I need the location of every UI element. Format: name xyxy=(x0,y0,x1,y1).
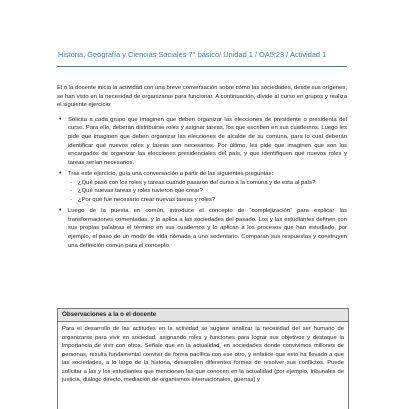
question-list xyxy=(68,179,347,204)
header-divider xyxy=(57,66,347,67)
observations-text: Para el desarrollo de las actitudes en la actividad se sugiere analizar la necesidad del ser humano de organizarse para vivir en sociedad, asignando roles y funciones para lograr sus objetivos y destaque la importancia de vivir con otros. Señale que en la actualidad, en sociedades donde convivimos millones de personas, resulta fundamental convivir de forma pacífica con ese otro, y enfatice que esto ha llevado a que las sociedades, a lo largo de la historia, desarrollen diferentes formas de resolver sus conflictos. Puede solicitar a las y los estudiantes que mencionen las que conocen en la actualidad (por ejemplo, tribunales de justicia, diálogo directo, mediación de organismos internacionales, guerras) y xyxy=(62,326,344,383)
step-text: Luego de la puesta en común, introduce el concepto de “complejización” para explicar las transformaciones comentadas, y lo aplica a las sociedades del pasado. Los y las estudiantes definen con sus propias palabras el término en sus cuadernos y lo aplican a los procesos que han estudiado, por ejemplo, el paso de un modo de vida nómada a uno sedentario. Comparan sus respuestas y construyen una definición común para el concepto. xyxy=(68,208,347,249)
step-guided-conversation xyxy=(68,170,347,204)
step-text: Solicita a cada grupo que imaginen que deben organizar las elecciones de presidente o presidenta del curso. Para ello, deberán distribuirse roles y asignar tareas, los que escriben en sus cuadernos. Luego les pide que imaginen que deben organizar las elecciones de alcalde de su comuna, para lo cual deberán identificar qué nuevos roles y tareas son necesarios. Por último, les pide que imaginen que son los encargados de organizar las elecciones presidenciales del país, y que identifiquen qué nuevos roles y tareas serían necesarios. xyxy=(68,116,347,166)
question-item: - ¿Por qué fue necesario crear nuevas tareas y roles? xyxy=(78,196,347,204)
activity-body xyxy=(57,84,347,253)
intro-paragraph: El o la docente inicia la actividad con una breve conversación sobre cómo las sociedades, desde sus orígenes, se han visto en la necesidad de organizarse para funcionar. A continuación, divide al curso en grupos y realiza el siguiente ejercicio: xyxy=(57,85,347,109)
observations-title: Observaciones a la o el docente xyxy=(58,309,348,322)
page-header-title: Historia, Geografía y Ciencias Sociales 7° básico/ Unidad 1 / OA5;23 / Actividad 1 xyxy=(58,50,327,59)
step-text: Tras este ejercicio, guía una conversación a partir de las siguientes preguntas: xyxy=(68,171,274,178)
step-organize-elections xyxy=(68,116,347,168)
teacher-observations-box xyxy=(57,308,349,409)
step-complexification xyxy=(68,207,347,250)
question-item: - ¿Qué nuevas tareas y roles tuvieron que crear? xyxy=(78,187,347,195)
activity-steps xyxy=(57,116,347,250)
question-item: - ¿Qué pasó con los roles y tareas cuando pasaron del curso a la comuna y de esta al país? xyxy=(78,179,347,187)
